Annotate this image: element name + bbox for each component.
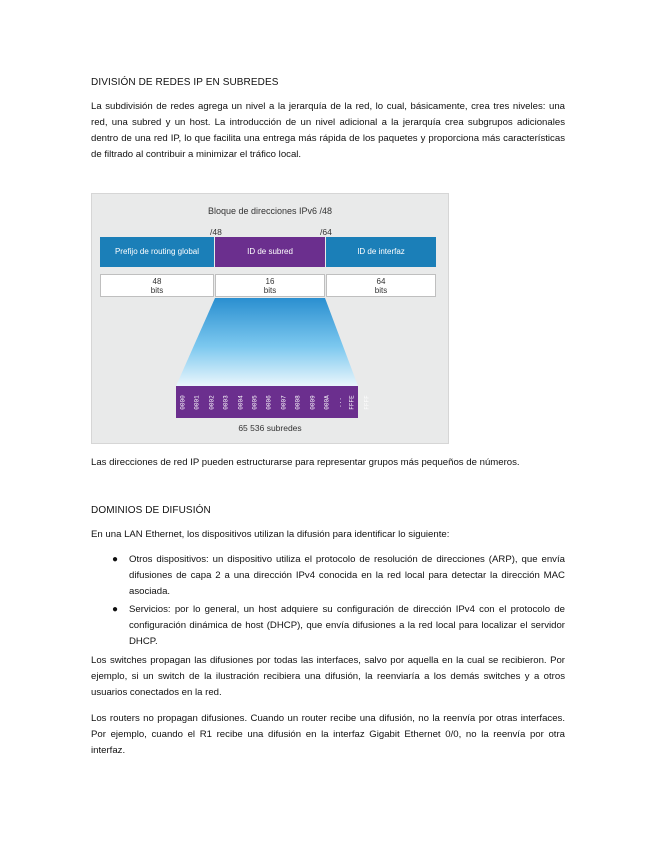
subnet-id-label: ... (336, 396, 344, 408)
interface-id-segment: ID de interfaz (326, 237, 436, 267)
subnet-id-segment: ID de subred (215, 237, 325, 267)
subnet-id-bar (176, 386, 371, 418)
bits-unit: bits (374, 286, 388, 295)
subnet-id-label: FFFF (363, 394, 371, 410)
routing-prefix-segment: Prefijo de routing global (100, 237, 214, 267)
funnel-shape (176, 298, 358, 386)
subnet-id-label: 0000 (179, 394, 187, 410)
bullet-text: Servicios: por lo general, un host adquiere su configuración de dirección IPv4 con el protocolo de configuración dinámica de host (DHCP), que envía difusiones a la red local para localizar el servidor DHCP. (129, 604, 565, 647)
routers-paragraph: Los routers no propagan difusiones. Cuando un router recibe una difusión, no la reenvía por otras interfaces. Por ejemplo, cuando el R1 recibe una difusión en la interfaz Gigabit Ethernet 0/0, no la reenvía por otra interfaz. (91, 713, 565, 756)
subnet-id-label: 0005 (251, 394, 259, 410)
subnet-id-label: 0006 (266, 394, 274, 410)
bullet-text: Otros dispositivos: un dispositivo utiliza el protocolo de resolución de direcciones (ARP), que envía difusiones de capa 2 a una dirección IPv4 conocida en la red local para detectar la dirección MAC asociada. (129, 554, 565, 597)
figure-caption: Las direcciones de red IP pueden estructurarse para representar grupos más pequeños de números. (91, 457, 520, 468)
prefix-64-marker: /64 (320, 227, 332, 237)
bits-unit: bits (263, 286, 277, 295)
prefix-48-marker: /48 (210, 227, 222, 237)
bullet-dot-icon: ● (112, 554, 119, 565)
bits-value: 64 (376, 277, 386, 286)
figure-title: Bloque de direcciones IPv6 /48 (207, 206, 333, 216)
subnet-id-label: 0003 (222, 394, 230, 410)
subnetting-paragraph: La subdivisión de redes agrega un nivel a la jerarquía de la red, lo cual, básicamente, crea tres niveles: una red, una subred y un host. La introducción de un nivel adicional a la jerarquía crea subgrupos adicionales dentro de una red IP, lo que facilita una entrega más rápida de los paquetes y proporciona más características de filtrado al contribuir a minimizar el tráfico local. (91, 101, 565, 160)
list-item (91, 602, 565, 650)
bits-value: 48 (152, 277, 162, 286)
subnet-id-label: FFFE (348, 394, 356, 410)
subnet-id-label: 0004 (237, 394, 245, 410)
bits-unit: bits (150, 286, 164, 295)
subnet-id-label: 0001 (194, 394, 202, 410)
list-item (91, 552, 565, 600)
subnet-id-label: 0008 (294, 394, 302, 410)
ipv6-subnet-figure (91, 193, 449, 444)
broadcast-bullet-list (91, 552, 565, 652)
section-heading-subnetting: DIVISIÓN DE REDES IP EN SUBREDES (91, 77, 279, 88)
subnet-count-caption: 65 536 subredes (238, 423, 302, 433)
subnet-id-label: 0007 (280, 394, 288, 410)
subnet-id-label: 0002 (208, 394, 216, 410)
switches-paragraph: Los switches propagan las difusiones por todas las interfaces, salvo por aquella en la cual se recibieron. Por ejemplo, si un switch de la ilustración recibiera una difusión, la reenviaría a los demás switches y a otros usuarios conectados en la red. (91, 655, 565, 698)
subnet-id-label: 000A (323, 394, 331, 410)
bits-value: 16 (265, 277, 275, 286)
broadcast-intro: En una LAN Ethernet, los dispositivos utilizan la difusión para identificar lo siguiente: (91, 529, 450, 540)
subnet-id-label: 0009 (309, 394, 317, 410)
section-heading-broadcast: DOMINIOS DE DIFUSIÓN (91, 505, 211, 516)
bullet-dot-icon: ● (112, 604, 119, 615)
